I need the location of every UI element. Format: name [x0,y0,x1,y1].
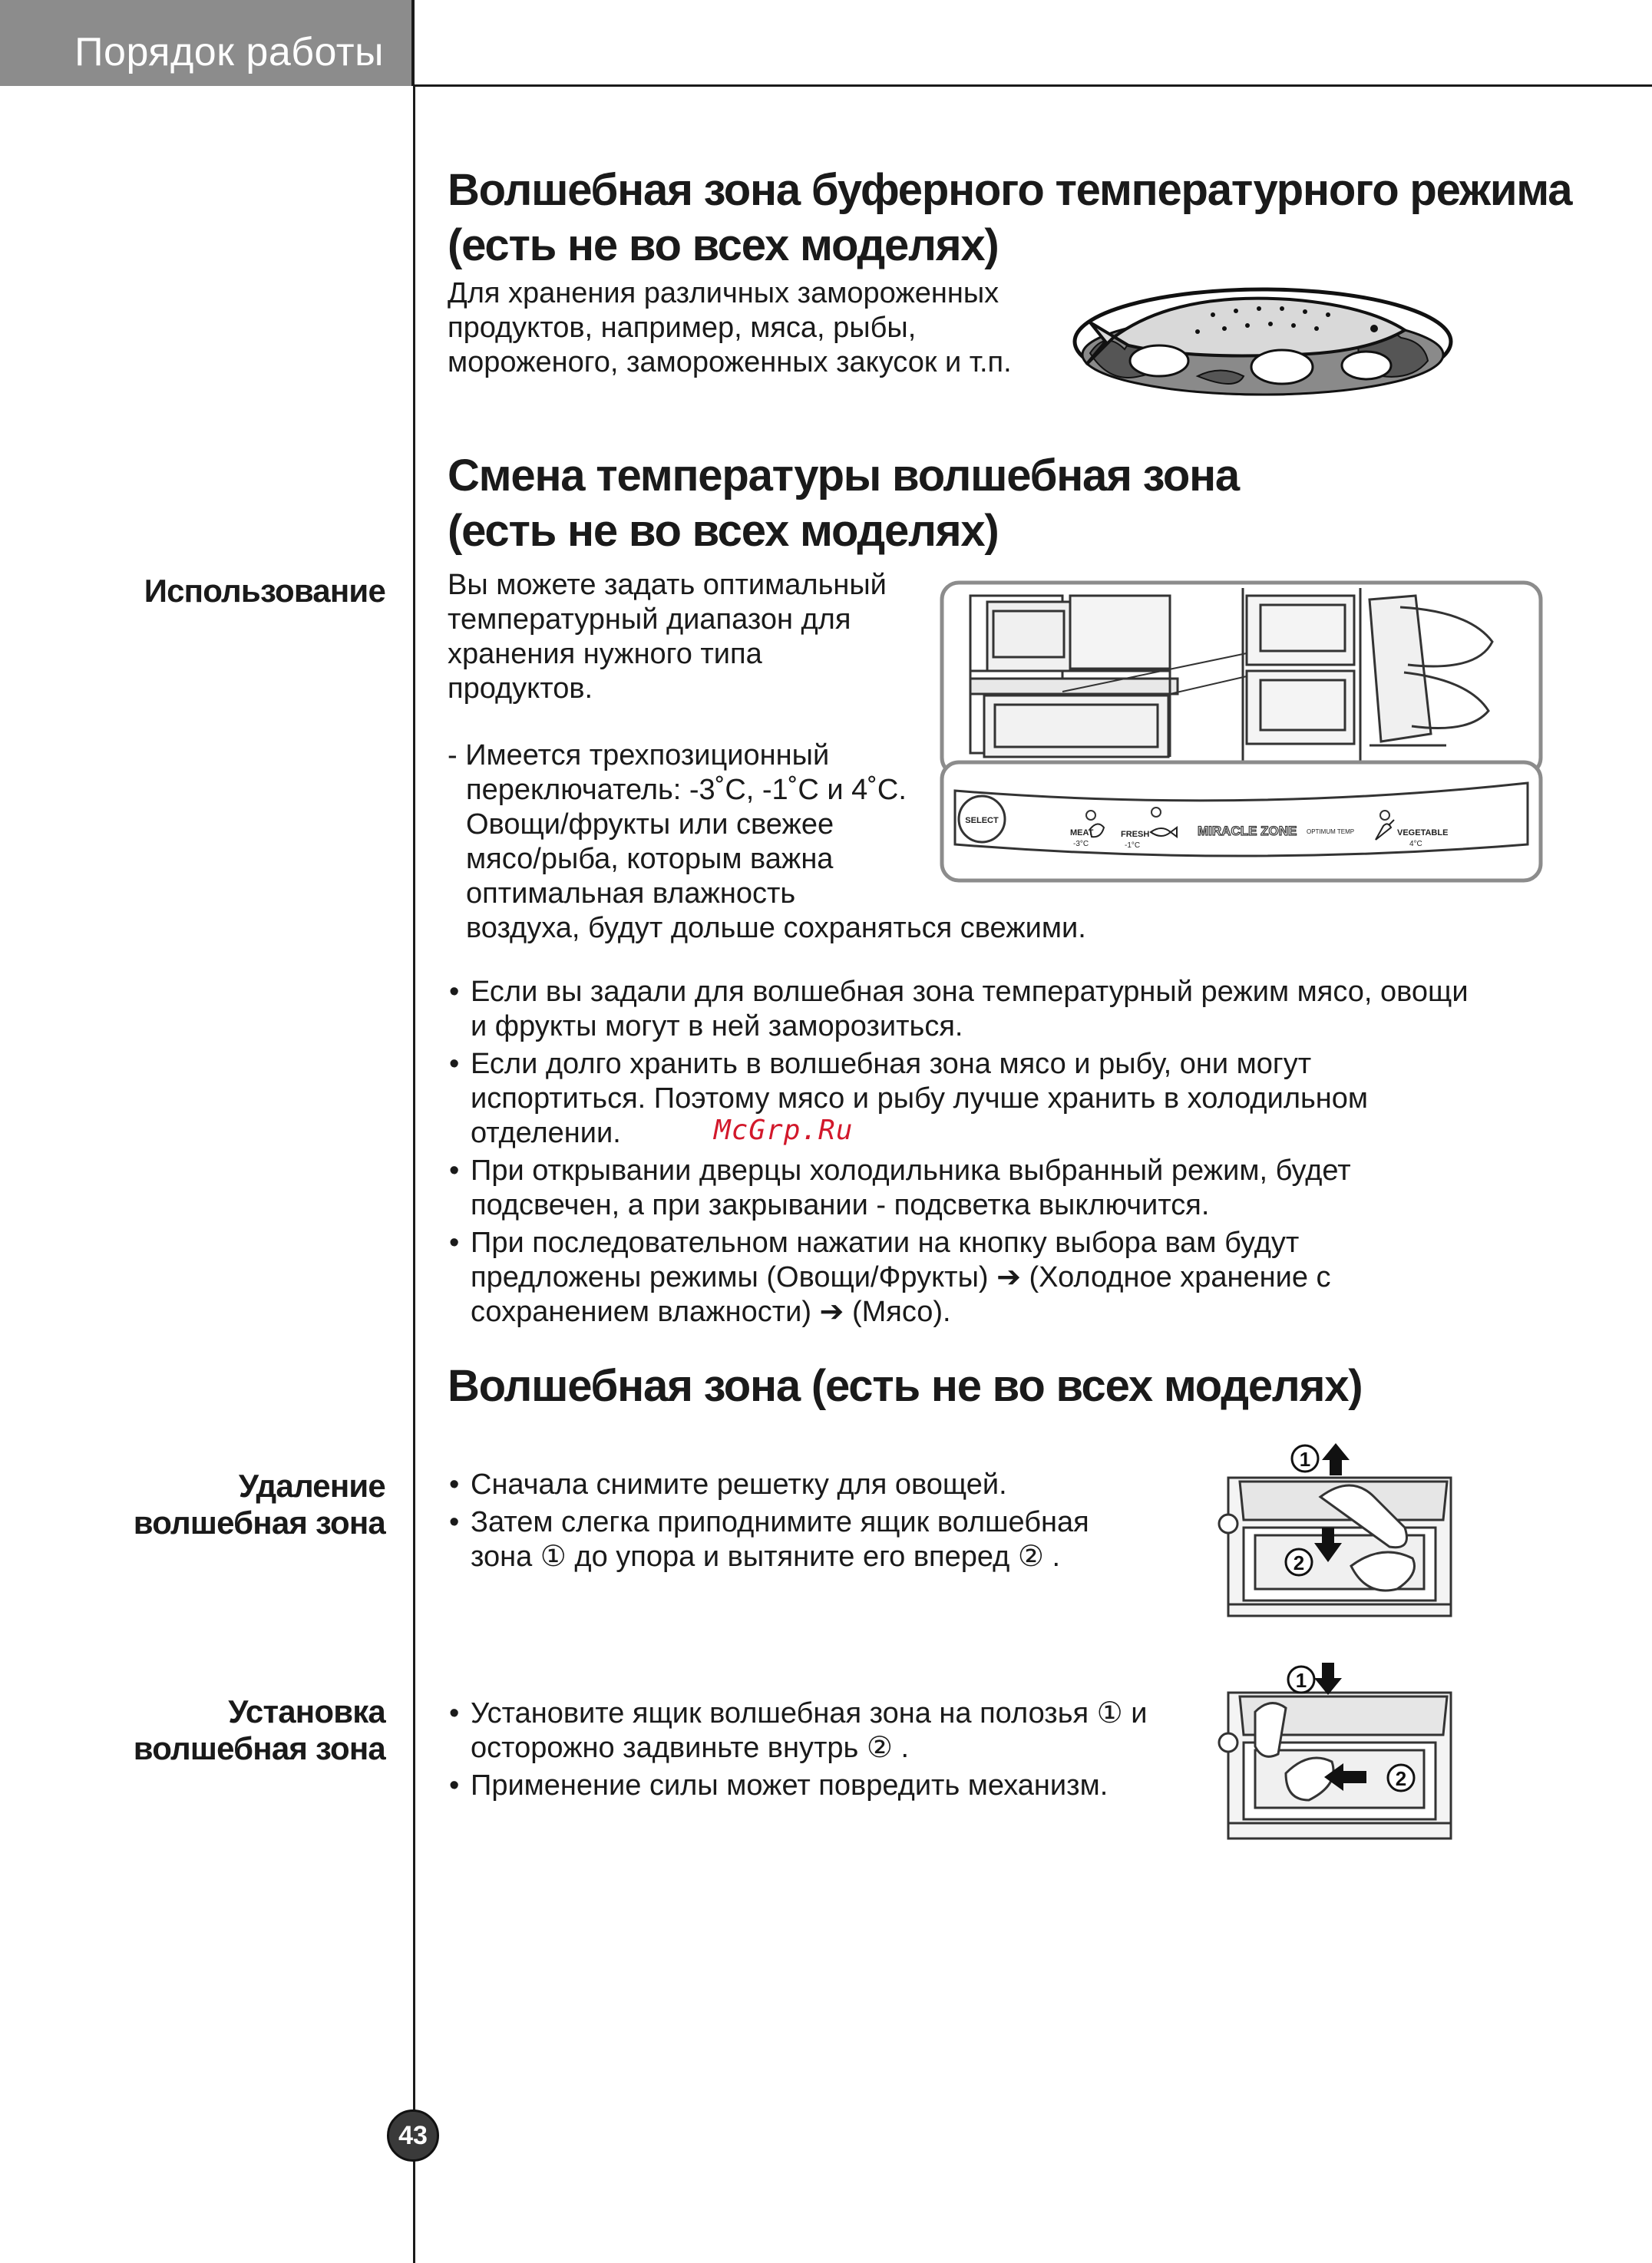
page-number: 43 [387,2109,439,2162]
list-item: • Если долго хранить в волшебная зона мясо и рыбу, они могут испортиться. Поэтому мясо и рыбу лучше хранить в холодильном отделении. [448,1047,1469,1151]
fresh-temp-label: -1°C [1125,841,1141,850]
miracle-zone-control-panel [940,760,1543,883]
optimum-temp-label: OPTIMUM TEMP [1307,828,1355,835]
header-rule [415,84,1652,87]
section-header-title: Порядок работы [74,30,384,74]
list-item: • При открывании дверцы холодильника выбранный режим, будет подсвечен, а при закрывании - подсветка выключится. [448,1154,1469,1223]
lift-up-arrow-icon [1322,1443,1350,1475]
lower-down-arrow-icon [1314,1663,1342,1695]
frozen-fish-platter-illustration [1059,269,1459,407]
vegetable-indicator-label: VEGETABLE [1397,828,1449,837]
refrigerator-interior-illustration [940,580,1543,777]
list-item: • Установите ящик волшебная зона на полозья ① и осторожно задвиньте внутрь ② . [448,1696,1147,1766]
select-button[interactable] [959,796,1005,842]
step-two-badge [1286,1549,1312,1575]
drawer-install-illustration [1213,1658,1466,1850]
meat-indicator-label: MEAT [1070,828,1094,837]
list-item: • Если вы задали для волшебная зона температурный режим мясо, овощи и фрукты могут в ней заморозиться. [448,975,1469,1044]
miracle-zone-brand: MIRACLE ZONE [1198,824,1297,838]
drawer-removal-illustration [1213,1435,1466,1627]
list-item: • Применение силы может повредить механизм. [448,1769,1147,1803]
list-item: • Сначала снимите решетку для овощей. [448,1468,1089,1502]
list-item: • При последовательном нажатии на кнопку выбора вам будут предложены режимы (Овощи/Фрукты) ➔ (Холодное хранение с сохранением влажности) ➔ (Мясо). [448,1226,1469,1330]
side-label-removal: Удаление волшебная зона [133,1468,385,1541]
side-label-install: Установка волшебная зона [133,1693,385,1766]
side-label-usage: Использование [144,573,385,609]
switch-description: - Имеется трехпозиционный переключатель: -3˚C, -1˚C и 4˚C. Овощи/фрукты или свежее мясо/рыба, которым важна оптимальная влажность воздуха, будут дольше сохраняться свежими. [448,739,1086,944]
margin-rule [413,84,415,2263]
step-one-badge [1288,1667,1314,1693]
removal-steps [448,1468,1089,1577]
vegetable-temp-label: 4°C [1409,840,1422,848]
section2-notes [448,975,1469,1333]
svg-text:SELECT: SELECT [965,816,999,825]
list-item: • Затем слегка приподнимите ящик волшебная зона ① до упора и вытяните его вперед ② . [448,1505,1089,1574]
svg-text:2: 2 [1395,1767,1407,1790]
step-two-badge [1388,1765,1414,1791]
meat-temp-label: -3°C [1073,840,1089,848]
svg-text:2: 2 [1293,1551,1305,1574]
fresh-indicator-label: FRESH [1121,830,1150,839]
section2-title: Смена температуры волшебная зона (есть не во всех моделях) [448,451,1239,556]
section1-title: Волшебная зона буферного температурного режима (есть не во всех моделях) [448,165,1572,270]
section-header-tab [0,0,415,86]
svg-text:1: 1 [1299,1448,1311,1471]
section2-intro: Вы можете задать оптимальный температурный диапазон для хранения нужного типа продуктов. [448,569,887,705]
watermark: McGrp.Ru [714,1115,854,1146]
install-steps [448,1696,1147,1806]
svg-text:1: 1 [1295,1669,1307,1692]
section3-title: Волшебная зона (есть не во всех моделях) [448,1361,1363,1411]
step-one-badge [1292,1445,1318,1472]
section1-text: Для хранения различных замороженных продуктов, например, мяса, рыбы, мороженого, замороженных закусок и т.п. [448,277,1012,378]
